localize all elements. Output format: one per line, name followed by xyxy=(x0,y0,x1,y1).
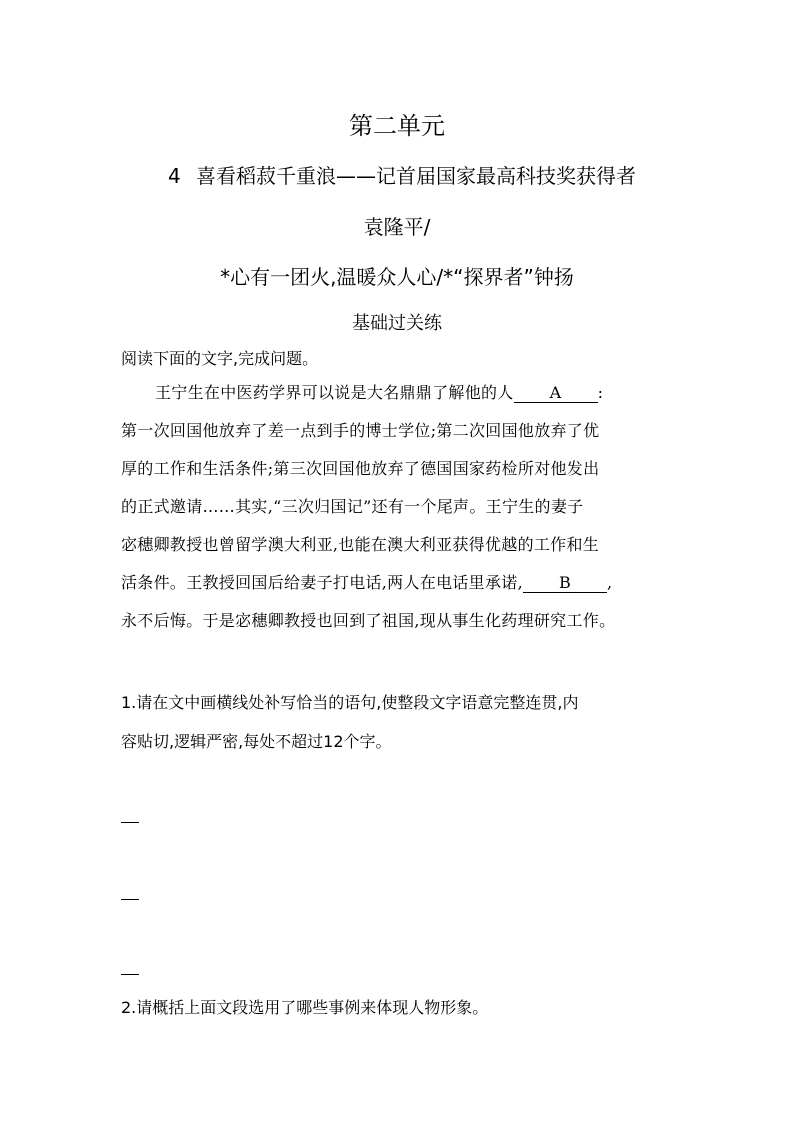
subtitle-line-1: 袁隆平/ xyxy=(363,215,431,239)
passage-text: 活条件。王教授回国后给妻子打电话,两人在电话里承诺, xyxy=(121,573,523,592)
instruction-text: 阅读下面的文字,完成问题。 xyxy=(121,349,319,368)
answer-line xyxy=(121,899,139,900)
passage-line-5: 宓穗卿教授也曾留学澳大利亚,也能在澳大利亚获得优越的工作和生 xyxy=(121,535,600,554)
question-1-line-2: 容贴切,逻辑严密,每处不超过12个字。 xyxy=(121,732,392,751)
passage-text: , xyxy=(606,573,613,592)
passage-line-4: 的正式邀请……其实,“三次归国记”还有一个尾声。王宁生的妻子 xyxy=(121,497,584,516)
blank-b: B xyxy=(523,574,607,593)
passage-line-7: 永不后悔。于是宓穗卿教授也回到了祖国,现从事生化药理研究工作。 xyxy=(121,611,616,630)
lesson-title xyxy=(168,160,636,189)
passage-line-2: 第一次回国他放弃了差一点到手的博士学位;第二次回国他放弃了优 xyxy=(121,421,600,440)
passage-line-3: 厚的工作和生活条件;第三次回国他放弃了德国国家药检所对他发出 xyxy=(121,459,600,478)
answer-line xyxy=(121,822,139,823)
passage-line-6 xyxy=(121,573,681,593)
lesson-title-text: 喜看稻菽千重浪——记首届国家最高科技奖获得者 xyxy=(196,164,636,188)
blank-a: A xyxy=(514,384,598,403)
lesson-number: 4 xyxy=(168,164,181,188)
unit-title: 第二单元 xyxy=(349,112,445,140)
passage-text: : xyxy=(597,383,604,402)
passage-text: 王宁生在中医药学界可以说是大名鼎鼎了解他的人 xyxy=(155,383,514,402)
section-title: 基础过关练 xyxy=(352,313,442,334)
subtitle-line-2: *心有一团火,温暖众人心/*“探界者”钟扬 xyxy=(220,265,574,289)
question-2: 2.请概括上面文段选用了哪些事例来体现人物形象。 xyxy=(121,998,489,1017)
answer-line xyxy=(121,974,139,975)
question-1-line-1: 1.请在文中画横线处补写恰当的语句,使整段文字语意完整连贯,内 xyxy=(121,693,579,712)
passage-line-1 xyxy=(121,383,715,403)
